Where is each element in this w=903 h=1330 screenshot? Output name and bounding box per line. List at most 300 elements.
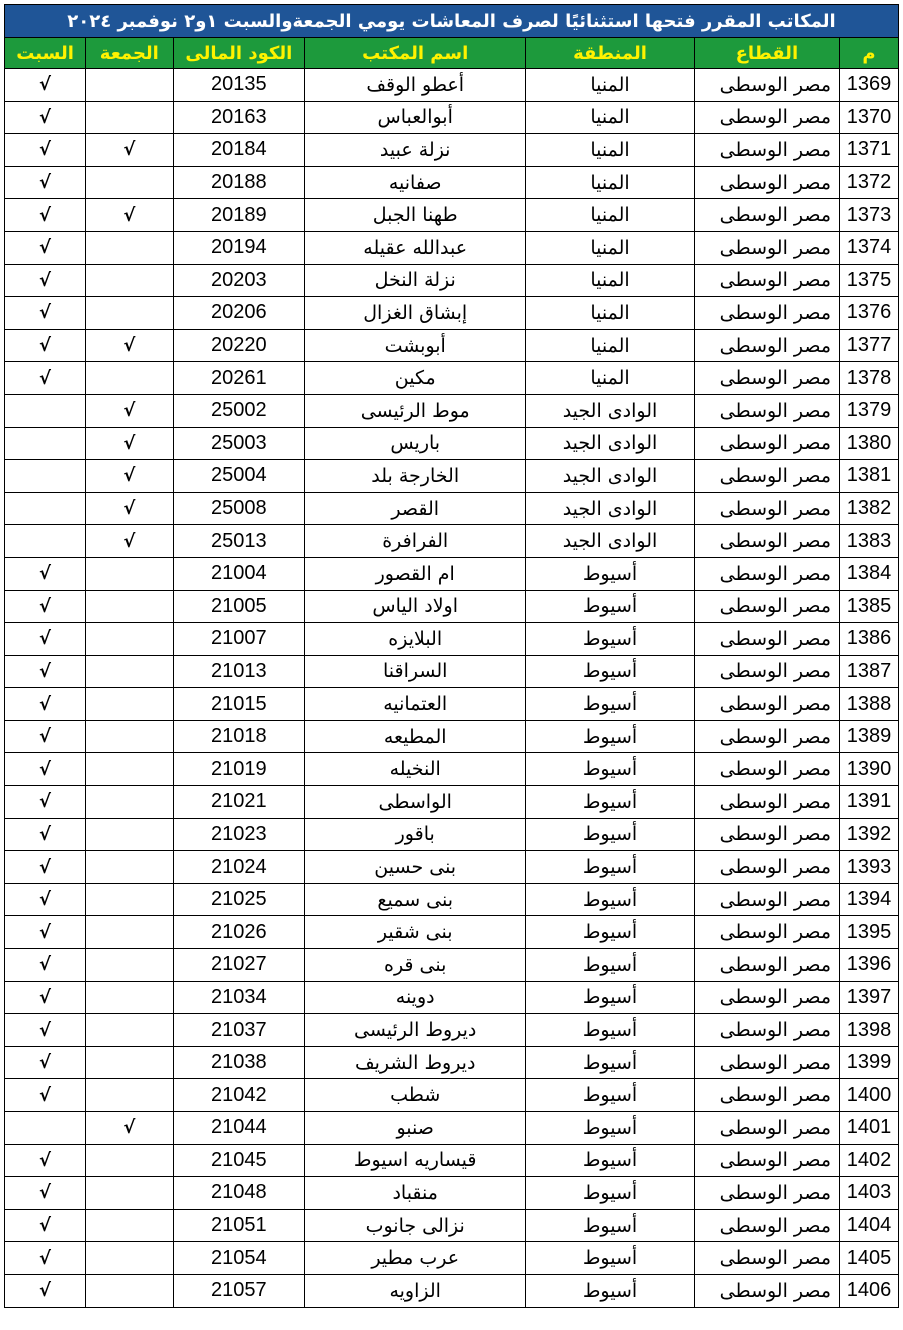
cell-office: عبدالله عقيله (305, 231, 526, 264)
cell-office: البلايزه (305, 623, 526, 656)
cell-num: 1373 (840, 199, 899, 232)
cell-friday (86, 753, 173, 786)
cell-friday (86, 818, 173, 851)
cell-office: العتمانيه (305, 688, 526, 721)
header-region: المنطقة (526, 38, 694, 69)
cell-num: 1404 (840, 1209, 899, 1242)
cell-region: الوادى الجيد (526, 394, 694, 427)
cell-office: نزلة عبيد (305, 134, 526, 167)
cell-region: المنيا (526, 231, 694, 264)
cell-num: 1394 (840, 883, 899, 916)
table-row (5, 297, 899, 330)
cell-office: موط الرئيسى (305, 394, 526, 427)
cell-code: 21042 (173, 1079, 305, 1112)
cell-num: 1378 (840, 362, 899, 395)
table-row (5, 949, 899, 982)
cell-sector: مصر الوسطى (694, 1209, 839, 1242)
cell-friday (86, 883, 173, 916)
cell-code: 21044 (173, 1112, 305, 1145)
cell-num: 1376 (840, 297, 899, 330)
cell-sector: مصر الوسطى (694, 1242, 839, 1275)
cell-num: 1391 (840, 786, 899, 819)
cell-num: 1383 (840, 525, 899, 558)
cell-saturday (5, 460, 86, 493)
cell-saturday: √ (5, 101, 86, 134)
cell-sector: مصر الوسطى (694, 949, 839, 982)
cell-office: الزاويه (305, 1274, 526, 1307)
cell-num: 1405 (840, 1242, 899, 1275)
cell-region: المنيا (526, 199, 694, 232)
table-row (5, 557, 899, 590)
table-row (5, 786, 899, 819)
cell-num: 1380 (840, 427, 899, 460)
cell-friday: √ (86, 427, 173, 460)
cell-friday (86, 1177, 173, 1210)
table-row (5, 655, 899, 688)
cell-office: طهنا الجبل (305, 199, 526, 232)
cell-region: المنيا (526, 101, 694, 134)
cell-sector: مصر الوسطى (694, 231, 839, 264)
cell-num: 1397 (840, 981, 899, 1014)
table-row (5, 1144, 899, 1177)
cell-code: 20203 (173, 264, 305, 297)
cell-num: 1389 (840, 720, 899, 753)
table-row (5, 101, 899, 134)
cell-friday: √ (86, 394, 173, 427)
cell-region: أسيوط (526, 753, 694, 786)
cell-num: 1392 (840, 818, 899, 851)
cell-region: أسيوط (526, 1079, 694, 1112)
cell-office: المطيعه (305, 720, 526, 753)
cell-office: صفانيه (305, 166, 526, 199)
cell-sector: مصر الوسطى (694, 362, 839, 395)
cell-office: الفرافرة (305, 525, 526, 558)
cell-sector: مصر الوسطى (694, 166, 839, 199)
cell-num: 1406 (840, 1274, 899, 1307)
cell-sector: مصر الوسطى (694, 134, 839, 167)
cell-region: أسيوط (526, 1112, 694, 1145)
cell-sector: مصر الوسطى (694, 883, 839, 916)
cell-sector: مصر الوسطى (694, 427, 839, 460)
cell-office: النخيله (305, 753, 526, 786)
cell-office: القصر (305, 492, 526, 525)
cell-num: 1399 (840, 1046, 899, 1079)
cell-sector: مصر الوسطى (694, 1079, 839, 1112)
table-title: المكاتب المقرر فتحها استثنائيًا لصرف المعاشات يومي الجمعةوالسبت ١و٢ نوفمبر ٢٠٢٤ (5, 5, 899, 38)
cell-office: أعطو الوقف (305, 69, 526, 102)
cell-code: 21057 (173, 1274, 305, 1307)
cell-office: الواسطى (305, 786, 526, 819)
cell-code: 25002 (173, 394, 305, 427)
table-row (5, 69, 899, 102)
header-row (5, 38, 899, 69)
cell-sector: مصر الوسطى (694, 101, 839, 134)
header-friday: الجمعة (86, 38, 173, 69)
cell-code: 21034 (173, 981, 305, 1014)
cell-saturday: √ (5, 1242, 86, 1275)
cell-saturday: √ (5, 134, 86, 167)
cell-office: باريس (305, 427, 526, 460)
cell-region: المنيا (526, 297, 694, 330)
cell-code: 21007 (173, 623, 305, 656)
cell-region: أسيوط (526, 981, 694, 1014)
cell-region: الوادى الجيد (526, 492, 694, 525)
cell-sector: مصر الوسطى (694, 1046, 839, 1079)
cell-region: المنيا (526, 264, 694, 297)
cell-sector: مصر الوسطى (694, 851, 839, 884)
table-row (5, 688, 899, 721)
cell-code: 21051 (173, 1209, 305, 1242)
cell-num: 1370 (840, 101, 899, 134)
cell-friday (86, 264, 173, 297)
cell-sector: مصر الوسطى (694, 199, 839, 232)
header-saturday: السبت (5, 38, 86, 69)
cell-code: 20220 (173, 329, 305, 362)
table-row (5, 1274, 899, 1307)
cell-friday: √ (86, 329, 173, 362)
table-body (5, 69, 899, 1308)
cell-office: شطب (305, 1079, 526, 1112)
cell-friday (86, 231, 173, 264)
cell-code: 21025 (173, 883, 305, 916)
cell-saturday (5, 427, 86, 460)
cell-num: 1402 (840, 1144, 899, 1177)
cell-sector: مصر الوسطى (694, 1014, 839, 1047)
table-row (5, 1112, 899, 1145)
cell-region: أسيوط (526, 786, 694, 819)
cell-code: 21037 (173, 1014, 305, 1047)
cell-region: أسيوط (526, 1209, 694, 1242)
cell-num: 1393 (840, 851, 899, 884)
cell-sector: مصر الوسطى (694, 688, 839, 721)
offices-table (4, 4, 899, 1308)
cell-code: 20194 (173, 231, 305, 264)
table-row (5, 1079, 899, 1112)
cell-friday (86, 916, 173, 949)
table-row (5, 492, 899, 525)
cell-region: المنيا (526, 134, 694, 167)
cell-num: 1396 (840, 949, 899, 982)
cell-friday (86, 166, 173, 199)
table-row (5, 1242, 899, 1275)
cell-region: أسيوط (526, 1274, 694, 1307)
cell-sector: مصر الوسطى (694, 460, 839, 493)
table-row (5, 166, 899, 199)
cell-saturday: √ (5, 1274, 86, 1307)
cell-saturday: √ (5, 1144, 86, 1177)
table-row (5, 525, 899, 558)
cell-office: عرب مطير (305, 1242, 526, 1275)
cell-sector: مصر الوسطى (694, 981, 839, 1014)
table-row (5, 1046, 899, 1079)
cell-num: 1377 (840, 329, 899, 362)
cell-num: 1401 (840, 1112, 899, 1145)
cell-sector: مصر الوسطى (694, 297, 839, 330)
cell-office: نزلة النخل (305, 264, 526, 297)
table-row (5, 818, 899, 851)
cell-code: 21019 (173, 753, 305, 786)
cell-friday (86, 590, 173, 623)
cell-friday (86, 1274, 173, 1307)
cell-code: 20184 (173, 134, 305, 167)
cell-friday (86, 688, 173, 721)
cell-region: أسيوط (526, 851, 694, 884)
cell-sector: مصر الوسطى (694, 720, 839, 753)
cell-office: نزالى جانوب (305, 1209, 526, 1242)
cell-region: أسيوط (526, 949, 694, 982)
cell-region: أسيوط (526, 883, 694, 916)
cell-saturday (5, 394, 86, 427)
table-row (5, 720, 899, 753)
cell-code: 21015 (173, 688, 305, 721)
cell-sector: مصر الوسطى (694, 1144, 839, 1177)
table-row (5, 981, 899, 1014)
cell-saturday: √ (5, 981, 86, 1014)
cell-friday (86, 851, 173, 884)
cell-region: أسيوط (526, 818, 694, 851)
cell-saturday: √ (5, 264, 86, 297)
cell-office: اولاد الياس (305, 590, 526, 623)
cell-saturday: √ (5, 883, 86, 916)
cell-sector: مصر الوسطى (694, 69, 839, 102)
table-row (5, 199, 899, 232)
cell-region: أسيوط (526, 557, 694, 590)
cell-friday (86, 1079, 173, 1112)
cell-num: 1371 (840, 134, 899, 167)
table-row (5, 1209, 899, 1242)
cell-sector: مصر الوسطى (694, 623, 839, 656)
cell-office: أبوبشت (305, 329, 526, 362)
table-row (5, 851, 899, 884)
cell-friday: √ (86, 199, 173, 232)
cell-saturday: √ (5, 329, 86, 362)
cell-sector: مصر الوسطى (694, 753, 839, 786)
cell-num: 1374 (840, 231, 899, 264)
cell-office: الخارجة بلد (305, 460, 526, 493)
cell-sector: مصر الوسطى (694, 655, 839, 688)
cell-code: 21024 (173, 851, 305, 884)
cell-code: 20189 (173, 199, 305, 232)
cell-office: ام القصور (305, 557, 526, 590)
cell-sector: مصر الوسطى (694, 329, 839, 362)
cell-region: المنيا (526, 362, 694, 395)
cell-code: 21021 (173, 786, 305, 819)
cell-code: 21026 (173, 916, 305, 949)
cell-num: 1403 (840, 1177, 899, 1210)
cell-saturday: √ (5, 916, 86, 949)
cell-saturday: √ (5, 1046, 86, 1079)
cell-region: أسيوط (526, 623, 694, 656)
table-row (5, 231, 899, 264)
cell-code: 25004 (173, 460, 305, 493)
cell-saturday: √ (5, 362, 86, 395)
cell-sector: مصر الوسطى (694, 557, 839, 590)
cell-saturday: √ (5, 623, 86, 656)
cell-sector: مصر الوسطى (694, 525, 839, 558)
cell-code: 21018 (173, 720, 305, 753)
cell-sector: مصر الوسطى (694, 394, 839, 427)
header-sector: القطاع (694, 38, 839, 69)
cell-friday (86, 981, 173, 1014)
cell-num: 1379 (840, 394, 899, 427)
cell-code: 20206 (173, 297, 305, 330)
cell-num: 1385 (840, 590, 899, 623)
cell-office: منقباد (305, 1177, 526, 1210)
cell-saturday (5, 525, 86, 558)
cell-office: بنى سميع (305, 883, 526, 916)
cell-code: 21027 (173, 949, 305, 982)
cell-num: 1369 (840, 69, 899, 102)
cell-region: الوادى الجيد (526, 427, 694, 460)
cell-saturday: √ (5, 1079, 86, 1112)
table-row (5, 590, 899, 623)
cell-saturday: √ (5, 655, 86, 688)
table-row (5, 329, 899, 362)
cell-friday: √ (86, 460, 173, 493)
offices-sheet (4, 4, 899, 1308)
cell-saturday: √ (5, 720, 86, 753)
cell-saturday: √ (5, 851, 86, 884)
cell-num: 1390 (840, 753, 899, 786)
cell-saturday: √ (5, 297, 86, 330)
cell-friday (86, 362, 173, 395)
cell-region: أسيوط (526, 1242, 694, 1275)
cell-friday (86, 949, 173, 982)
cell-friday (86, 623, 173, 656)
cell-friday: √ (86, 1112, 173, 1145)
table-row (5, 1177, 899, 1210)
cell-saturday: √ (5, 590, 86, 623)
cell-region: أسيوط (526, 1144, 694, 1177)
cell-friday (86, 786, 173, 819)
cell-code: 21054 (173, 1242, 305, 1275)
cell-region: أسيوط (526, 1046, 694, 1079)
cell-code: 20261 (173, 362, 305, 395)
cell-num: 1400 (840, 1079, 899, 1112)
cell-office: بنى حسين (305, 851, 526, 884)
cell-saturday: √ (5, 688, 86, 721)
cell-num: 1388 (840, 688, 899, 721)
cell-sector: مصر الوسطى (694, 1112, 839, 1145)
table-row (5, 134, 899, 167)
cell-friday (86, 655, 173, 688)
cell-sector: مصر الوسطى (694, 1274, 839, 1307)
cell-office: صنبو (305, 1112, 526, 1145)
cell-friday (86, 1242, 173, 1275)
cell-num: 1384 (840, 557, 899, 590)
cell-code: 21005 (173, 590, 305, 623)
cell-saturday: √ (5, 1014, 86, 1047)
cell-region: أسيوط (526, 655, 694, 688)
cell-num: 1387 (840, 655, 899, 688)
cell-code: 25013 (173, 525, 305, 558)
cell-saturday: √ (5, 166, 86, 199)
cell-num: 1398 (840, 1014, 899, 1047)
cell-code: 21048 (173, 1177, 305, 1210)
cell-sector: مصر الوسطى (694, 590, 839, 623)
cell-code: 20135 (173, 69, 305, 102)
table-row (5, 1014, 899, 1047)
cell-code: 25008 (173, 492, 305, 525)
cell-region: أسيوط (526, 688, 694, 721)
cell-saturday: √ (5, 1177, 86, 1210)
cell-code: 20163 (173, 101, 305, 134)
cell-sector: مصر الوسطى (694, 1177, 839, 1210)
cell-friday (86, 69, 173, 102)
cell-code: 21038 (173, 1046, 305, 1079)
cell-region: أسيوط (526, 1177, 694, 1210)
cell-num: 1381 (840, 460, 899, 493)
header-code: الكود المالى (173, 38, 305, 69)
cell-num: 1395 (840, 916, 899, 949)
cell-saturday: √ (5, 69, 86, 102)
cell-saturday: √ (5, 231, 86, 264)
cell-friday (86, 557, 173, 590)
cell-sector: مصر الوسطى (694, 492, 839, 525)
cell-code: 21023 (173, 818, 305, 851)
table-row (5, 362, 899, 395)
table-row (5, 460, 899, 493)
cell-friday (86, 1144, 173, 1177)
cell-office: بنى قره (305, 949, 526, 982)
cell-saturday: √ (5, 818, 86, 851)
title-row (5, 5, 899, 38)
header-num: م (840, 38, 899, 69)
cell-friday (86, 1046, 173, 1079)
table-row (5, 916, 899, 949)
cell-region: أسيوط (526, 590, 694, 623)
cell-friday (86, 720, 173, 753)
cell-code: 25003 (173, 427, 305, 460)
cell-region: الوادى الجيد (526, 460, 694, 493)
table-row (5, 394, 899, 427)
cell-office: ديروط الرئيسى (305, 1014, 526, 1047)
cell-sector: مصر الوسطى (694, 264, 839, 297)
cell-num: 1372 (840, 166, 899, 199)
cell-code: 21013 (173, 655, 305, 688)
cell-region: أسيوط (526, 720, 694, 753)
cell-friday: √ (86, 134, 173, 167)
cell-sector: مصر الوسطى (694, 818, 839, 851)
cell-code: 21045 (173, 1144, 305, 1177)
cell-num: 1386 (840, 623, 899, 656)
cell-friday (86, 1014, 173, 1047)
cell-region: أسيوط (526, 916, 694, 949)
table-row (5, 264, 899, 297)
cell-office: دوينه (305, 981, 526, 1014)
cell-saturday (5, 492, 86, 525)
cell-office: قيساريه اسيوط (305, 1144, 526, 1177)
cell-saturday: √ (5, 753, 86, 786)
cell-region: الوادى الجيد (526, 525, 694, 558)
cell-region: المنيا (526, 166, 694, 199)
cell-saturday: √ (5, 786, 86, 819)
table-row (5, 883, 899, 916)
cell-friday (86, 101, 173, 134)
table-row (5, 753, 899, 786)
table-row (5, 623, 899, 656)
cell-friday (86, 297, 173, 330)
cell-office: إبشاق الغزال (305, 297, 526, 330)
cell-office: باقور (305, 818, 526, 851)
cell-office: ديروط الشريف (305, 1046, 526, 1079)
cell-num: 1382 (840, 492, 899, 525)
cell-friday: √ (86, 492, 173, 525)
cell-friday: √ (86, 525, 173, 558)
cell-office: بنى شقير (305, 916, 526, 949)
cell-office: السراقنا (305, 655, 526, 688)
table-row (5, 427, 899, 460)
